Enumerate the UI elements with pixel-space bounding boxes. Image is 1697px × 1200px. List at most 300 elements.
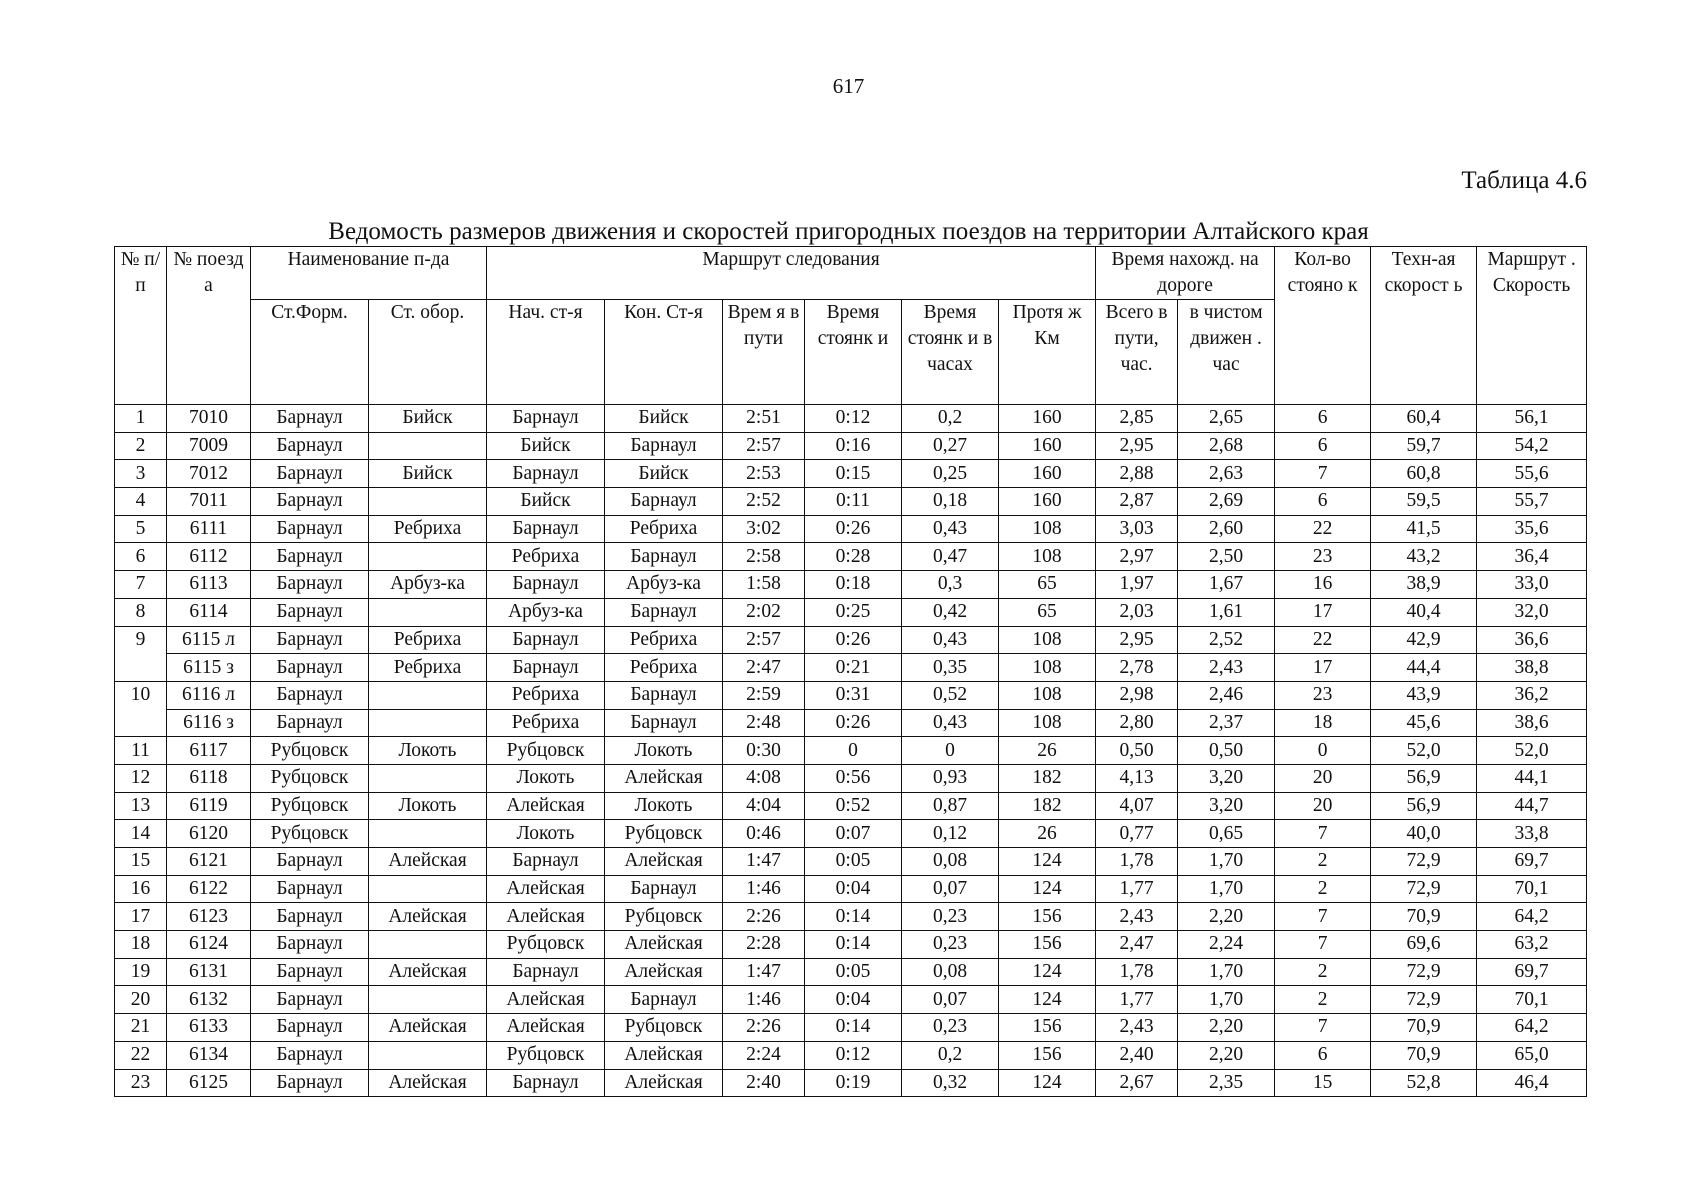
- table-row: [115, 737, 1587, 765]
- cell-row-number: 6: [115, 543, 167, 571]
- cell-train-number: 6121: [167, 848, 251, 876]
- cell-tech-speed: 41,5: [1371, 515, 1477, 543]
- cell-station-turnaround: Алейская: [369, 1014, 487, 1042]
- table-row: [115, 931, 1587, 959]
- cell-stop-hours: 0,08: [902, 848, 999, 876]
- cell-length-km: 160: [999, 432, 1096, 460]
- cell-station-turnaround: Алейская: [369, 848, 487, 876]
- cell-length-km: 108: [999, 543, 1096, 571]
- header-end-station: Кон. Ст-я: [605, 300, 723, 405]
- cell-route-speed: 70,1: [1477, 986, 1587, 1014]
- cell-net-hours: 2,20: [1178, 903, 1275, 931]
- cell-row-number: 3: [115, 460, 167, 488]
- table-row: [115, 1041, 1587, 1069]
- cell-start-station: Барнаул: [487, 405, 605, 433]
- cell-start-station: Барнаул: [487, 571, 605, 599]
- cell-station-turnaround: [369, 488, 487, 516]
- cell-net-hours: 2,52: [1178, 626, 1275, 654]
- cell-station-formation: Барнаул: [251, 654, 369, 682]
- cell-station-turnaround: Ребриха: [369, 654, 487, 682]
- table-caption: Таблица 4.6: [1461, 167, 1587, 194]
- table-row: [115, 875, 1587, 903]
- cell-stop-hours: 0,35: [902, 654, 999, 682]
- cell-travel-time: 2:57: [723, 626, 805, 654]
- cell-total-hours: 4,07: [1096, 792, 1178, 820]
- cell-travel-time: 2:26: [723, 903, 805, 931]
- cell-station-formation: Барнаул: [251, 405, 369, 433]
- cell-stops-count: 17: [1275, 654, 1371, 682]
- cell-station-turnaround: Локоть: [369, 792, 487, 820]
- cell-row-number: 22: [115, 1041, 167, 1069]
- cell-row-number: 4: [115, 488, 167, 516]
- cell-total-hours: 2,95: [1096, 626, 1178, 654]
- cell-end-station: Бийск: [605, 460, 723, 488]
- cell-stop-hours: 0,52: [902, 681, 999, 709]
- table-row: [115, 986, 1587, 1014]
- cell-train-number: 6131: [167, 958, 251, 986]
- header-net-hours: в чистом движен . час: [1178, 300, 1275, 405]
- cell-length-km: 182: [999, 792, 1096, 820]
- cell-stops-count: 2: [1275, 875, 1371, 903]
- cell-travel-time: 2:26: [723, 1014, 805, 1042]
- cell-row-number: 10: [115, 681, 167, 736]
- header-time-on-road: Время нахожд. на дороге: [1096, 247, 1275, 300]
- header-stop-time: Время стоянк и: [805, 300, 902, 405]
- cell-row-number: 9: [115, 626, 167, 681]
- cell-stops-count: 7: [1275, 820, 1371, 848]
- cell-stop-time: 0:26: [805, 515, 902, 543]
- cell-route-speed: 32,0: [1477, 598, 1587, 626]
- cell-total-hours: 2,98: [1096, 681, 1178, 709]
- cell-end-station: Алейская: [605, 764, 723, 792]
- cell-tech-speed: 72,9: [1371, 848, 1477, 876]
- cell-row-number: 1: [115, 405, 167, 433]
- cell-length-km: 108: [999, 681, 1096, 709]
- cell-end-station: Барнаул: [605, 875, 723, 903]
- cell-stops-count: 17: [1275, 598, 1371, 626]
- cell-tech-speed: 72,9: [1371, 986, 1477, 1014]
- cell-total-hours: 2,43: [1096, 1014, 1178, 1042]
- cell-tech-speed: 70,9: [1371, 1014, 1477, 1042]
- cell-station-formation: Барнаул: [251, 681, 369, 709]
- cell-total-hours: 1,78: [1096, 958, 1178, 986]
- cell-travel-time: 2:59: [723, 681, 805, 709]
- cell-station-turnaround: [369, 709, 487, 737]
- cell-train-number: 7010: [167, 405, 251, 433]
- cell-station-formation: Рубцовск: [251, 764, 369, 792]
- cell-tech-speed: 43,2: [1371, 543, 1477, 571]
- cell-net-hours: 2,69: [1178, 488, 1275, 516]
- table-row: [115, 764, 1587, 792]
- cell-train-number: 6122: [167, 875, 251, 903]
- cell-train-number: 6119: [167, 792, 251, 820]
- cell-station-turnaround: [369, 820, 487, 848]
- table-row: [115, 848, 1587, 876]
- cell-end-station: Алейская: [605, 958, 723, 986]
- cell-stops-count: 20: [1275, 764, 1371, 792]
- table-title: Ведомость размеров движения и скоростей пригородных поездов на территории Алтайского края: [328, 218, 1369, 245]
- cell-travel-time: 1:46: [723, 986, 805, 1014]
- header-start-station: Нач. ст-я: [487, 300, 605, 405]
- cell-end-station: Рубцовск: [605, 1014, 723, 1042]
- cell-row-number: 23: [115, 1069, 167, 1097]
- table-row: [115, 681, 1587, 709]
- cell-total-hours: 2,40: [1096, 1041, 1178, 1069]
- cell-stops-count: 6: [1275, 405, 1371, 433]
- cell-net-hours: 2,46: [1178, 681, 1275, 709]
- cell-stop-hours: 0,43: [902, 626, 999, 654]
- cell-start-station: Барнаул: [487, 958, 605, 986]
- header-stops-count: Кол-во стояно к: [1275, 247, 1371, 405]
- cell-stops-count: 6: [1275, 488, 1371, 516]
- cell-tech-speed: 52,8: [1371, 1069, 1477, 1097]
- table-row: [115, 571, 1587, 599]
- cell-length-km: 160: [999, 405, 1096, 433]
- cell-stop-time: 0:19: [805, 1069, 902, 1097]
- table-body: [115, 405, 1587, 1097]
- cell-tech-speed: 52,0: [1371, 737, 1477, 765]
- cell-net-hours: 2,50: [1178, 543, 1275, 571]
- cell-travel-time: 2:51: [723, 405, 805, 433]
- cell-end-station: Ребриха: [605, 654, 723, 682]
- cell-station-formation: Барнаул: [251, 848, 369, 876]
- cell-route-speed: 36,4: [1477, 543, 1587, 571]
- cell-net-hours: 1,70: [1178, 875, 1275, 903]
- cell-total-hours: 1,78: [1096, 848, 1178, 876]
- cell-length-km: 124: [999, 986, 1096, 1014]
- cell-travel-time: 1:47: [723, 848, 805, 876]
- cell-start-station: Алейская: [487, 903, 605, 931]
- cell-row-number: 12: [115, 764, 167, 792]
- cell-tech-speed: 44,4: [1371, 654, 1477, 682]
- cell-length-km: 108: [999, 626, 1096, 654]
- cell-length-km: 124: [999, 1069, 1096, 1097]
- cell-row-number: 19: [115, 958, 167, 986]
- cell-train-number: 7009: [167, 432, 251, 460]
- cell-station-formation: Барнаул: [251, 460, 369, 488]
- cell-stops-count: 23: [1275, 543, 1371, 571]
- cell-net-hours: 2,68: [1178, 432, 1275, 460]
- cell-station-formation: Барнаул: [251, 626, 369, 654]
- cell-stop-time: 0:16: [805, 432, 902, 460]
- table-row: [115, 488, 1587, 516]
- cell-stop-hours: 0,27: [902, 432, 999, 460]
- cell-total-hours: 2,95: [1096, 432, 1178, 460]
- cell-train-number: 7011: [167, 488, 251, 516]
- cell-end-station: Алейская: [605, 848, 723, 876]
- cell-stops-count: 0: [1275, 737, 1371, 765]
- cell-route-speed: 54,2: [1477, 432, 1587, 460]
- cell-net-hours: 1,67: [1178, 571, 1275, 599]
- cell-train-number: 6116 з: [167, 709, 251, 737]
- cell-travel-time: 1:47: [723, 958, 805, 986]
- cell-length-km: 65: [999, 598, 1096, 626]
- cell-train-number: 6115 л: [167, 626, 251, 654]
- cell-row-number: 21: [115, 1014, 167, 1042]
- table-row: [115, 432, 1587, 460]
- cell-station-turnaround: Ребриха: [369, 515, 487, 543]
- cell-start-station: Арбуз-ка: [487, 598, 605, 626]
- table-row: [115, 958, 1587, 986]
- cell-route-speed: 69,7: [1477, 958, 1587, 986]
- cell-tech-speed: 72,9: [1371, 958, 1477, 986]
- cell-station-turnaround: [369, 986, 487, 1014]
- cell-length-km: 124: [999, 958, 1096, 986]
- cell-length-km: 160: [999, 460, 1096, 488]
- cell-station-formation: Барнаул: [251, 432, 369, 460]
- cell-total-hours: 2,43: [1096, 903, 1178, 931]
- cell-station-formation: Барнаул: [251, 1014, 369, 1042]
- cell-start-station: Барнаул: [487, 1069, 605, 1097]
- cell-train-number: 6132: [167, 986, 251, 1014]
- cell-start-station: Барнаул: [487, 848, 605, 876]
- header-station-formation: Ст.Форм.: [251, 300, 369, 405]
- cell-net-hours: 3,20: [1178, 792, 1275, 820]
- cell-stop-hours: 0,43: [902, 515, 999, 543]
- cell-length-km: 156: [999, 903, 1096, 931]
- cell-station-formation: Рубцовск: [251, 792, 369, 820]
- cell-train-number: 6117: [167, 737, 251, 765]
- cell-end-station: Локоть: [605, 737, 723, 765]
- cell-end-station: Бийск: [605, 405, 723, 433]
- cell-length-km: 182: [999, 764, 1096, 792]
- cell-station-turnaround: Локоть: [369, 737, 487, 765]
- header-travel-time: Врем я в пути: [723, 300, 805, 405]
- cell-station-formation: Барнаул: [251, 709, 369, 737]
- cell-row-number: 7: [115, 571, 167, 599]
- cell-route-speed: 33,8: [1477, 820, 1587, 848]
- cell-start-station: Барнаул: [487, 654, 605, 682]
- table-row: [115, 654, 1587, 682]
- cell-stop-hours: 0,07: [902, 986, 999, 1014]
- cell-row-number: 20: [115, 986, 167, 1014]
- cell-stop-hours: 0,32: [902, 1069, 999, 1097]
- cell-station-formation: Барнаул: [251, 543, 369, 571]
- cell-station-formation: Барнаул: [251, 488, 369, 516]
- cell-stop-time: 0:52: [805, 792, 902, 820]
- cell-stop-hours: 0,08: [902, 958, 999, 986]
- table-row: [115, 626, 1587, 654]
- cell-end-station: Рубцовск: [605, 820, 723, 848]
- cell-net-hours: 2,24: [1178, 931, 1275, 959]
- cell-route-speed: 35,6: [1477, 515, 1587, 543]
- cell-start-station: Локоть: [487, 820, 605, 848]
- cell-net-hours: 2,60: [1178, 515, 1275, 543]
- table-row: [115, 515, 1587, 543]
- cell-stop-hours: 0,25: [902, 460, 999, 488]
- cell-row-number: 15: [115, 848, 167, 876]
- cell-stop-time: 0:28: [805, 543, 902, 571]
- cell-train-number: 6113: [167, 571, 251, 599]
- cell-end-station: Алейская: [605, 931, 723, 959]
- cell-total-hours: 2,97: [1096, 543, 1178, 571]
- cell-stop-hours: 0,93: [902, 764, 999, 792]
- cell-net-hours: 1,61: [1178, 598, 1275, 626]
- cell-start-station: Локоть: [487, 764, 605, 792]
- cell-stop-hours: 0,43: [902, 709, 999, 737]
- cell-tech-speed: 70,9: [1371, 1041, 1477, 1069]
- cell-train-number: 6116 л: [167, 681, 251, 709]
- cell-station-turnaround: [369, 432, 487, 460]
- cell-stops-count: 7: [1275, 931, 1371, 959]
- cell-stops-count: 2: [1275, 986, 1371, 1014]
- cell-net-hours: 0,50: [1178, 737, 1275, 765]
- cell-length-km: 156: [999, 931, 1096, 959]
- data-table: [114, 246, 1587, 1097]
- table-row: [115, 405, 1587, 433]
- cell-stops-count: 7: [1275, 460, 1371, 488]
- cell-tech-speed: 60,8: [1371, 460, 1477, 488]
- cell-start-station: Алейская: [487, 986, 605, 1014]
- cell-route-speed: 64,2: [1477, 903, 1587, 931]
- cell-stops-count: 23: [1275, 681, 1371, 709]
- cell-stop-time: 0:14: [805, 931, 902, 959]
- table-row: [115, 543, 1587, 571]
- cell-route-speed: 44,7: [1477, 792, 1587, 820]
- cell-stops-count: 6: [1275, 432, 1371, 460]
- cell-length-km: 108: [999, 709, 1096, 737]
- cell-row-number: 8: [115, 598, 167, 626]
- header-route-speed: Маршрут . Скорость: [1477, 247, 1587, 405]
- header-length-km: Протя ж Км: [999, 300, 1096, 405]
- cell-stops-count: 7: [1275, 903, 1371, 931]
- cell-stop-time: 0:11: [805, 488, 902, 516]
- cell-end-station: Барнаул: [605, 598, 723, 626]
- cell-travel-time: 0:30: [723, 737, 805, 765]
- cell-travel-time: 1:58: [723, 571, 805, 599]
- cell-route-speed: 52,0: [1477, 737, 1587, 765]
- cell-travel-time: 2:40: [723, 1069, 805, 1097]
- cell-tech-speed: 42,9: [1371, 626, 1477, 654]
- cell-stop-time: 0:21: [805, 654, 902, 682]
- cell-end-station: Ребриха: [605, 626, 723, 654]
- cell-row-number: 16: [115, 875, 167, 903]
- cell-route-speed: 55,7: [1477, 488, 1587, 516]
- cell-total-hours: 2,87: [1096, 488, 1178, 516]
- cell-tech-speed: 59,7: [1371, 432, 1477, 460]
- cell-tech-speed: 56,9: [1371, 764, 1477, 792]
- cell-stop-time: 0:25: [805, 598, 902, 626]
- cell-total-hours: 2,80: [1096, 709, 1178, 737]
- cell-row-number: 13: [115, 792, 167, 820]
- cell-stop-time: 0:04: [805, 875, 902, 903]
- cell-stop-hours: 0,87: [902, 792, 999, 820]
- cell-tech-speed: 40,0: [1371, 820, 1477, 848]
- cell-tech-speed: 72,9: [1371, 875, 1477, 903]
- cell-end-station: Барнаул: [605, 986, 723, 1014]
- cell-end-station: Барнаул: [605, 488, 723, 516]
- cell-station-turnaround: Ребриха: [369, 626, 487, 654]
- cell-tech-speed: 43,9: [1371, 681, 1477, 709]
- cell-end-station: Барнаул: [605, 709, 723, 737]
- cell-stop-hours: 0: [902, 737, 999, 765]
- cell-length-km: 65: [999, 571, 1096, 599]
- page-number: 617: [832, 74, 865, 98]
- cell-train-number: 6114: [167, 598, 251, 626]
- cell-station-turnaround: Бийск: [369, 460, 487, 488]
- cell-stop-hours: 0,42: [902, 598, 999, 626]
- cell-net-hours: 2,35: [1178, 1069, 1275, 1097]
- cell-station-turnaround: Алейская: [369, 958, 487, 986]
- cell-route-speed: 63,2: [1477, 931, 1587, 959]
- cell-station-formation: Барнаул: [251, 598, 369, 626]
- cell-travel-time: 2:58: [723, 543, 805, 571]
- cell-end-station: Барнаул: [605, 432, 723, 460]
- cell-stop-time: 0:14: [805, 1014, 902, 1042]
- cell-stop-time: 0: [805, 737, 902, 765]
- cell-stop-hours: 0,23: [902, 1014, 999, 1042]
- cell-total-hours: 0,77: [1096, 820, 1178, 848]
- cell-total-hours: 1,77: [1096, 875, 1178, 903]
- cell-end-station: Алейская: [605, 1041, 723, 1069]
- cell-train-number: 6118: [167, 764, 251, 792]
- cell-station-formation: Барнаул: [251, 986, 369, 1014]
- cell-net-hours: 1,70: [1178, 848, 1275, 876]
- cell-stop-time: 0:05: [805, 848, 902, 876]
- cell-tech-speed: 60,4: [1371, 405, 1477, 433]
- cell-stop-time: 0:12: [805, 405, 902, 433]
- table-row: [115, 709, 1587, 737]
- cell-stops-count: 20: [1275, 792, 1371, 820]
- cell-stops-count: 7: [1275, 1014, 1371, 1042]
- cell-train-number: 6124: [167, 931, 251, 959]
- cell-end-station: Рубцовск: [605, 903, 723, 931]
- cell-train-number: 6115 з: [167, 654, 251, 682]
- cell-station-formation: Барнаул: [251, 931, 369, 959]
- table-row: [115, 598, 1587, 626]
- cell-stops-count: 6: [1275, 1041, 1371, 1069]
- cell-row-number: 2: [115, 432, 167, 460]
- cell-start-station: Алейская: [487, 1014, 605, 1042]
- table-row: [115, 820, 1587, 848]
- cell-total-hours: 0,50: [1096, 737, 1178, 765]
- cell-station-formation: Барнаул: [251, 1041, 369, 1069]
- cell-route-speed: 38,6: [1477, 709, 1587, 737]
- cell-total-hours: 4,13: [1096, 764, 1178, 792]
- cell-route-speed: 69,7: [1477, 848, 1587, 876]
- cell-stop-hours: 0,18: [902, 488, 999, 516]
- cell-start-station: Ребриха: [487, 543, 605, 571]
- table-row: [115, 903, 1587, 931]
- cell-start-station: Рубцовск: [487, 931, 605, 959]
- cell-train-number: 6125: [167, 1069, 251, 1097]
- cell-end-station: Алейская: [605, 1069, 723, 1097]
- cell-tech-speed: 56,9: [1371, 792, 1477, 820]
- cell-station-formation: Рубцовск: [251, 820, 369, 848]
- cell-route-speed: 56,1: [1477, 405, 1587, 433]
- cell-stop-hours: 0,07: [902, 875, 999, 903]
- cell-station-turnaround: Алейская: [369, 903, 487, 931]
- cell-station-turnaround: [369, 764, 487, 792]
- cell-stop-time: 0:31: [805, 681, 902, 709]
- cell-stop-time: 0:04: [805, 986, 902, 1014]
- cell-station-formation: Барнаул: [251, 958, 369, 986]
- header-train-number: № поезд а: [167, 247, 251, 405]
- cell-total-hours: 1,77: [1096, 986, 1178, 1014]
- cell-train-number: 6123: [167, 903, 251, 931]
- cell-station-turnaround: [369, 681, 487, 709]
- cell-station-formation: Барнаул: [251, 571, 369, 599]
- cell-start-station: Рубцовск: [487, 737, 605, 765]
- header-row-number: № п/п: [115, 247, 167, 405]
- cell-row-number: 18: [115, 931, 167, 959]
- cell-stops-count: 16: [1275, 571, 1371, 599]
- cell-length-km: 156: [999, 1014, 1096, 1042]
- cell-stops-count: 18: [1275, 709, 1371, 737]
- cell-tech-speed: 70,9: [1371, 903, 1477, 931]
- cell-travel-time: 3:02: [723, 515, 805, 543]
- cell-length-km: 26: [999, 820, 1096, 848]
